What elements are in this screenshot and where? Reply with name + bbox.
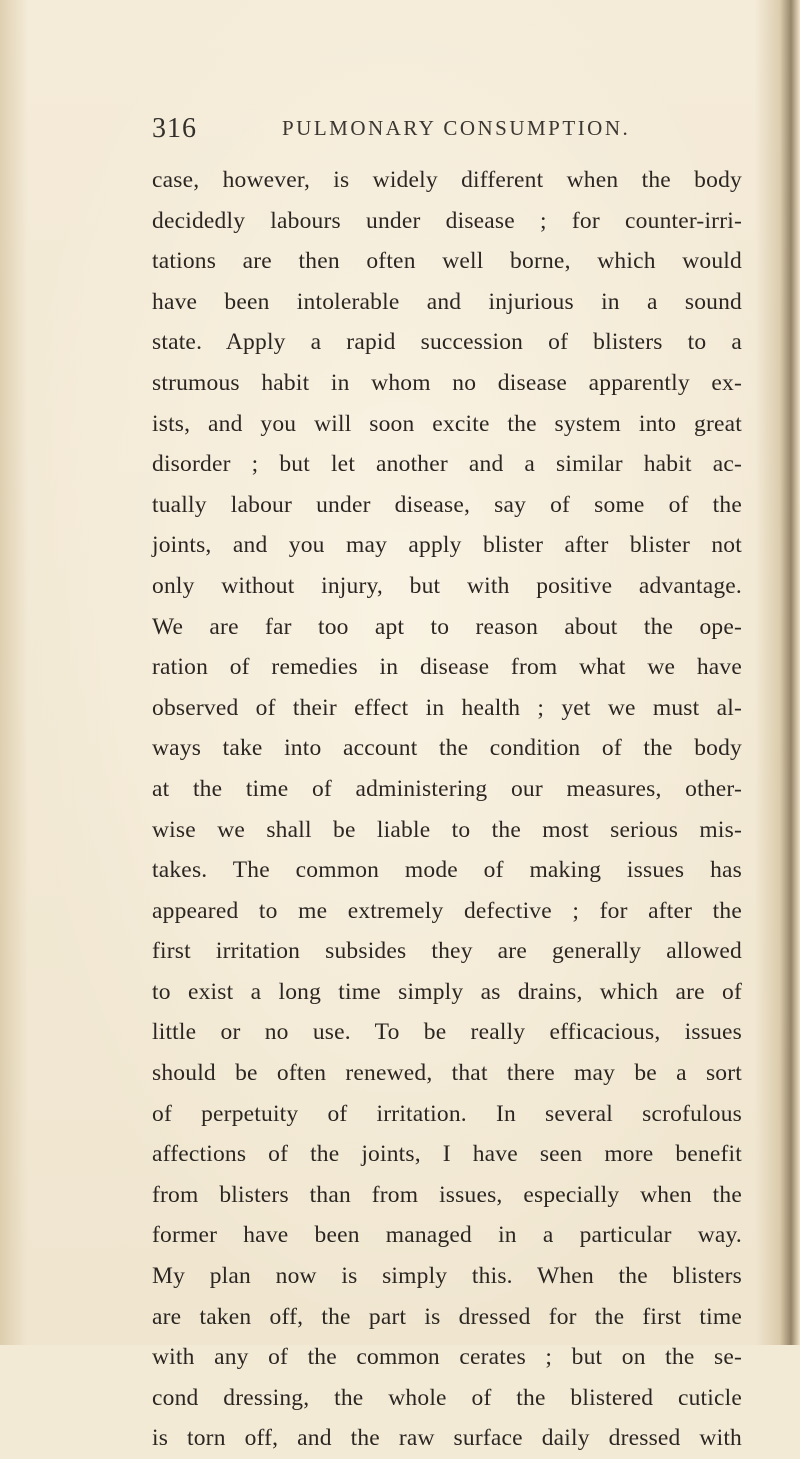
text-line: are taken off, the part is dressed for the first time	[152, 1303, 742, 1330]
text-line: should be often renewed, that there may be a sort	[152, 1060, 742, 1087]
text-line: ration of remedies in disease from what we have	[152, 654, 742, 681]
text-line: My plan now is simply this. When the blisters	[152, 1263, 742, 1290]
text-line: at the time of administering our measures, other-	[152, 775, 742, 802]
running-head: PULMONARY CONSUMPTION.	[282, 116, 631, 140]
text-line: joints, and you may apply blister after blister not	[152, 532, 742, 559]
text-line: strumous habit in whom no disease apparently ex-	[152, 369, 742, 396]
text-line: former have been managed in a particular way.	[152, 1222, 742, 1249]
text-line: appeared to me extremely defective ; for after the	[152, 897, 742, 924]
text-line: have been intolerable and injurious in a sound	[152, 288, 742, 315]
text-line: affections of the joints, I have seen more benefit	[152, 1141, 742, 1168]
text-line: tations are then often well borne, which would	[152, 248, 742, 275]
text-line: decidedly labours under disease ; for counter-irri-	[152, 207, 742, 234]
page-left-edge	[0, 0, 28, 1345]
page-gutter-shadow	[755, 0, 800, 1345]
page-header	[152, 113, 752, 153]
text-line: from blisters than from issues, especially when the	[152, 1181, 742, 1208]
text-line: disorder ; but let another and a similar habit ac-	[152, 451, 742, 478]
text-line: case, however, is widely different when the body	[152, 167, 742, 193]
text-line: of perpetuity of irritation. In several scrofulous	[152, 1100, 742, 1127]
body-text	[152, 160, 742, 1459]
text-line: to exist a long time simply as drains, which are of	[152, 978, 742, 1005]
text-line: only without injury, but with positive advantage.	[152, 572, 742, 599]
text-line: We are far too apt to reason about the ope-	[152, 613, 742, 640]
text-line: with any of the common cerates ; but on the se-	[152, 1344, 742, 1371]
text-line: is torn off, and the raw surface daily dressed with	[152, 1425, 742, 1452]
text-line: little or no use. To be really efficacious, issues	[152, 1019, 742, 1046]
text-line: wise we shall be liable to the most serious mis-	[152, 816, 742, 843]
text-line: takes. The common mode of making issues has	[152, 857, 742, 884]
page-number: 316	[152, 113, 197, 144]
text-line: observed of their effect in health ; yet we must al-	[152, 694, 742, 721]
text-line: state. Apply a rapid succession of blisters to a	[152, 329, 742, 356]
text-line: ists, and you will soon excite the system into great	[152, 410, 742, 437]
text-line: tually labour under disease, say of some of the	[152, 491, 742, 518]
text-line: cond dressing, the whole of the blistered cuticle	[152, 1384, 742, 1411]
text-line: ways take into account the condition of the body	[152, 735, 742, 762]
text-line: first irritation subsides they are generally allowed	[152, 938, 742, 965]
